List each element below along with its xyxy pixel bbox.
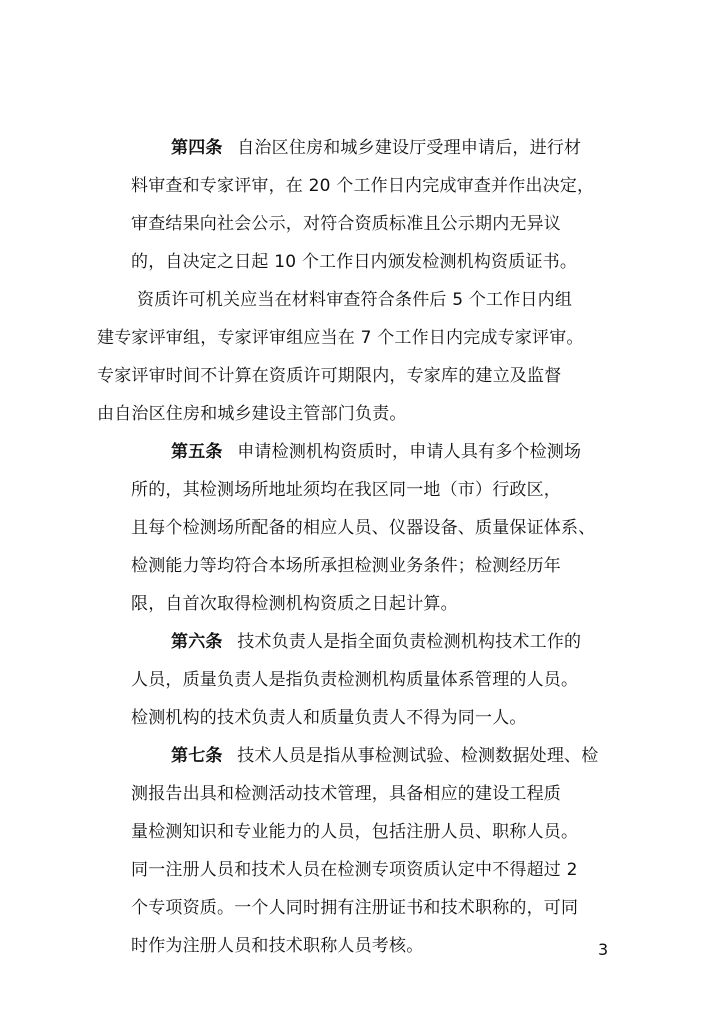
article-5-line-3: 且每个检测场所配备的相应人员、仪器设备、质量保证体系、: [131, 518, 596, 538]
article-6-text: 技术负责人是指全面负责检测机构技术工作的: [237, 632, 582, 652]
article-5-line-2: 所的，其检测场所地址须均在我区同一地（市）行政区，: [131, 480, 561, 500]
article-6-line-2: 人员，质量负责人是指负责检测机构质量体系管理的人员。: [131, 670, 579, 690]
article-5-line-1: [171, 441, 581, 463]
article-5-line-4: 检测能力等均符合本场所承担检测业务条件；检测经历年: [131, 556, 561, 576]
article-5-heading: 第五条: [171, 442, 223, 462]
article-7-line-1: [171, 745, 598, 767]
article-6-heading: 第六条: [171, 632, 223, 652]
article-4-line-1: [171, 137, 581, 159]
article-5-text: 申请检测机构资质时，申请人具有多个检测场: [237, 442, 582, 462]
paragraph-review-line-2: 建专家评审组，专家评审组应当在 7 个工作日内完成专家评审。: [97, 328, 584, 348]
article-7-line-3: 量检测知识和专业能力的人员，包括注册人员、职称人员。: [131, 822, 579, 842]
article-4-line-3: 审查结果向社会公示，对符合资质标准且公示期内无异议: [131, 214, 561, 234]
paragraph-review-line-3: 专家评审时间不计算在资质许可期限内，专家库的建立及监督: [97, 366, 562, 386]
paragraph-review-line-4: 由自治区住房和城乡建设主管部门负责。: [97, 404, 407, 424]
article-4-line-4: 的，自决定之日起 10 个工作日内颁发检测机构资质证书。: [131, 252, 578, 272]
article-7-heading: 第七条: [171, 746, 223, 766]
paragraph-review-line-1: 资质许可机关应当在材料审查符合条件后 5 个工作日内组: [137, 290, 573, 310]
article-4-line-2: 料审查和专家评审，在 20 个工作日内完成审查并作出决定，: [131, 176, 595, 196]
article-6-line-1: [171, 631, 581, 653]
article-7-line-2: 测报告出具和检测活动技术管理，具备相应的建设工程质: [131, 784, 561, 804]
article-7-line-5: 个专项资质。一个人同时拥有注册证书和技术职称的，可同: [131, 898, 579, 918]
article-7-line-6: 时作为注册人员和技术职称人员考核。: [131, 936, 424, 956]
article-5-line-5: 限，自首次取得检测机构资质之日起计算。: [131, 594, 458, 614]
article-7-line-4: 同一注册人员和技术人员在检测专项资质认定中不得超过 2: [131, 860, 578, 880]
article-4-text: 自治区住房和城乡建设厅受理申请后，进行材: [237, 138, 582, 158]
page-number: 3: [598, 940, 609, 959]
article-6-line-3: 检测机构的技术负责人和质量负责人不得为同一人。: [131, 708, 527, 728]
article-4-heading: 第四条: [171, 138, 223, 158]
article-7-text: 技术人员是指从事检测试验、检测数据处理、检: [237, 746, 599, 766]
